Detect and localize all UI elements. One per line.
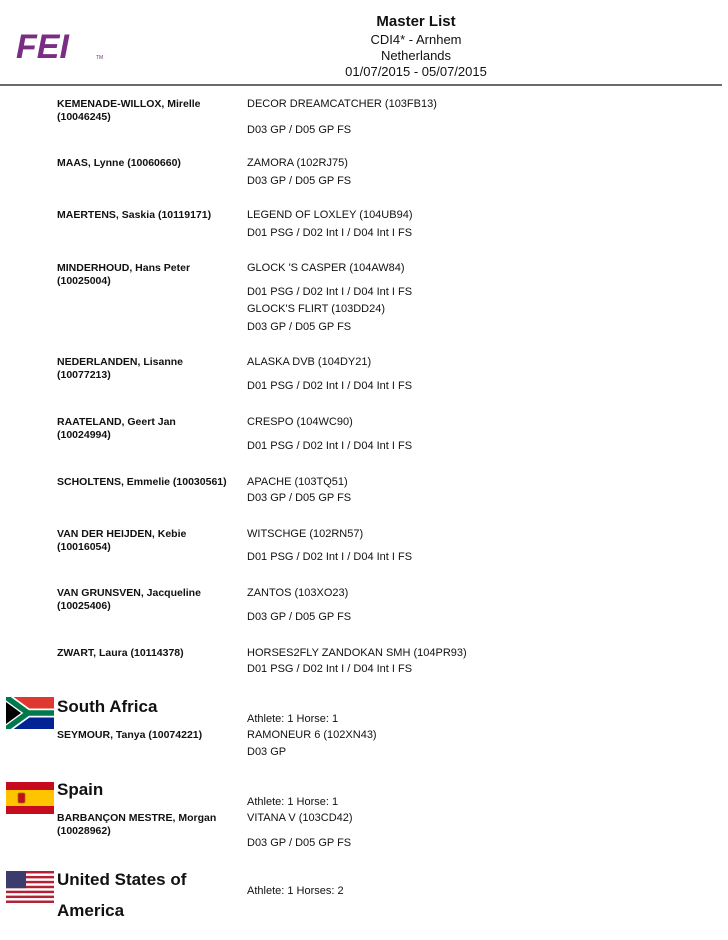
- competition-list: D01 PSG / D02 Int I / D04 Int I FS: [247, 663, 413, 675]
- horse-name: GLOCK'S FLIRT (103DD24): [247, 303, 386, 315]
- country-heading: Spain: [57, 780, 104, 799]
- competition-list: D03 GP / D05 GP FS: [247, 611, 352, 623]
- athlete-name: MAAS, Lynne (10060660): [57, 157, 181, 169]
- competition-list: D01 PSG / D02 Int I / D04 Int I FS: [247, 286, 413, 298]
- spain-flag-icon: [6, 782, 54, 814]
- svg-text:TM: TM: [96, 55, 104, 61]
- header-divider: [0, 84, 722, 86]
- horse-name: HORSES2FLY ZANDOKAN SMH (104PR93): [247, 647, 467, 659]
- athlete-id: (10028962): [57, 825, 111, 837]
- athlete-name: ZWART, Laura (10114378): [57, 647, 184, 659]
- competition-list: D01 PSG / D02 Int I / D04 Int I FS: [247, 440, 413, 452]
- athlete-name: KEMENADE-WILLOX, Mirelle: [57, 98, 201, 110]
- fei-logo: [16, 28, 112, 62]
- country-summary: Athlete: 1 Horse: 1: [247, 713, 339, 725]
- event-country: Netherlands: [380, 48, 452, 63]
- athlete-name: MAERTENS, Saskia (10119171): [57, 209, 212, 221]
- athlete-name: SCHOLTENS, Emmelie (10030561): [57, 476, 227, 488]
- competition-list: D03 GP / D05 GP FS: [247, 321, 352, 333]
- country-summary: Athlete: 1 Horses: 2: [247, 885, 344, 897]
- athlete-name: MINDERHOUD, Hans Peter: [57, 262, 191, 274]
- event-name: CDI4* - Arnhem: [370, 32, 462, 47]
- competition-list: D01 PSG / D02 Int I / D04 Int I FS: [247, 380, 413, 392]
- horse-name: LEGEND OF LOXLEY (104UB94): [247, 209, 413, 221]
- horse-name: WITSCHGE (102RN57): [247, 528, 364, 540]
- competition-list: D01 PSG / D02 Int I / D04 Int I FS: [247, 551, 413, 563]
- usa-flag-icon: [6, 871, 54, 903]
- athlete-id: (10025004): [57, 275, 111, 287]
- horse-name: APACHE (103TQ51): [247, 476, 348, 488]
- competition-list: D03 GP: [247, 746, 287, 758]
- horse-name: CRESPO (104WC90): [247, 416, 353, 428]
- event-dates: 01/07/2015 - 05/07/2015: [345, 64, 487, 79]
- fei-logo-text: FEI: [16, 28, 69, 62]
- competition-list: D03 GP / D05 GP FS: [247, 837, 352, 849]
- competition-list: D03 GP / D05 GP FS: [247, 175, 352, 187]
- athlete-id: (10046245): [57, 111, 111, 123]
- horse-name: ZAMORA (102RJ75): [247, 157, 348, 169]
- horse-name: GLOCK 'S CASPER (104AW84): [247, 262, 405, 274]
- athlete-name: RAATELAND, Geert Jan: [57, 416, 176, 428]
- athlete-name: BARBANÇON MESTRE, Morgan: [57, 812, 217, 824]
- athlete-id: (10016054): [57, 541, 111, 553]
- country-summary: Athlete: 1 Horse: 1: [247, 796, 339, 808]
- competition-list: D01 PSG / D02 Int I / D04 Int I FS: [247, 227, 413, 239]
- athlete-name: NEDERLANDEN, Lisanne: [57, 356, 184, 368]
- horse-name: ZANTOS (103XO23): [247, 587, 349, 599]
- athlete-name: VAN GRUNSVEN, Jacqueline: [57, 587, 201, 599]
- athlete-name: SEYMOUR, Tanya (10074221): [57, 729, 203, 741]
- athlete-id: (10024994): [57, 429, 111, 441]
- athlete-id: (10077213): [57, 369, 111, 381]
- horse-name: RAMONEUR 6 (102XN43): [247, 729, 377, 741]
- document-header: [300, 12, 532, 80]
- country-heading-continued: America: [57, 901, 125, 920]
- page-title: Master List: [376, 13, 456, 30]
- athlete-id: (10025406): [57, 600, 111, 612]
- country-heading: South Africa: [57, 697, 158, 716]
- competition-list: D03 GP / D05 GP FS: [247, 492, 352, 504]
- horse-name: VITANA V (103CD42): [247, 812, 353, 824]
- competition-list: D03 GP / D05 GP FS: [247, 124, 352, 136]
- athlete-name: VAN DER HEIJDEN, Kebie: [57, 528, 187, 540]
- horse-name: ALASKA DVB (104DY21): [247, 356, 372, 368]
- south-africa-flag-icon: [6, 697, 54, 729]
- horse-name: DECOR DREAMCATCHER (103FB13): [247, 98, 437, 110]
- country-heading: United States of: [57, 870, 187, 889]
